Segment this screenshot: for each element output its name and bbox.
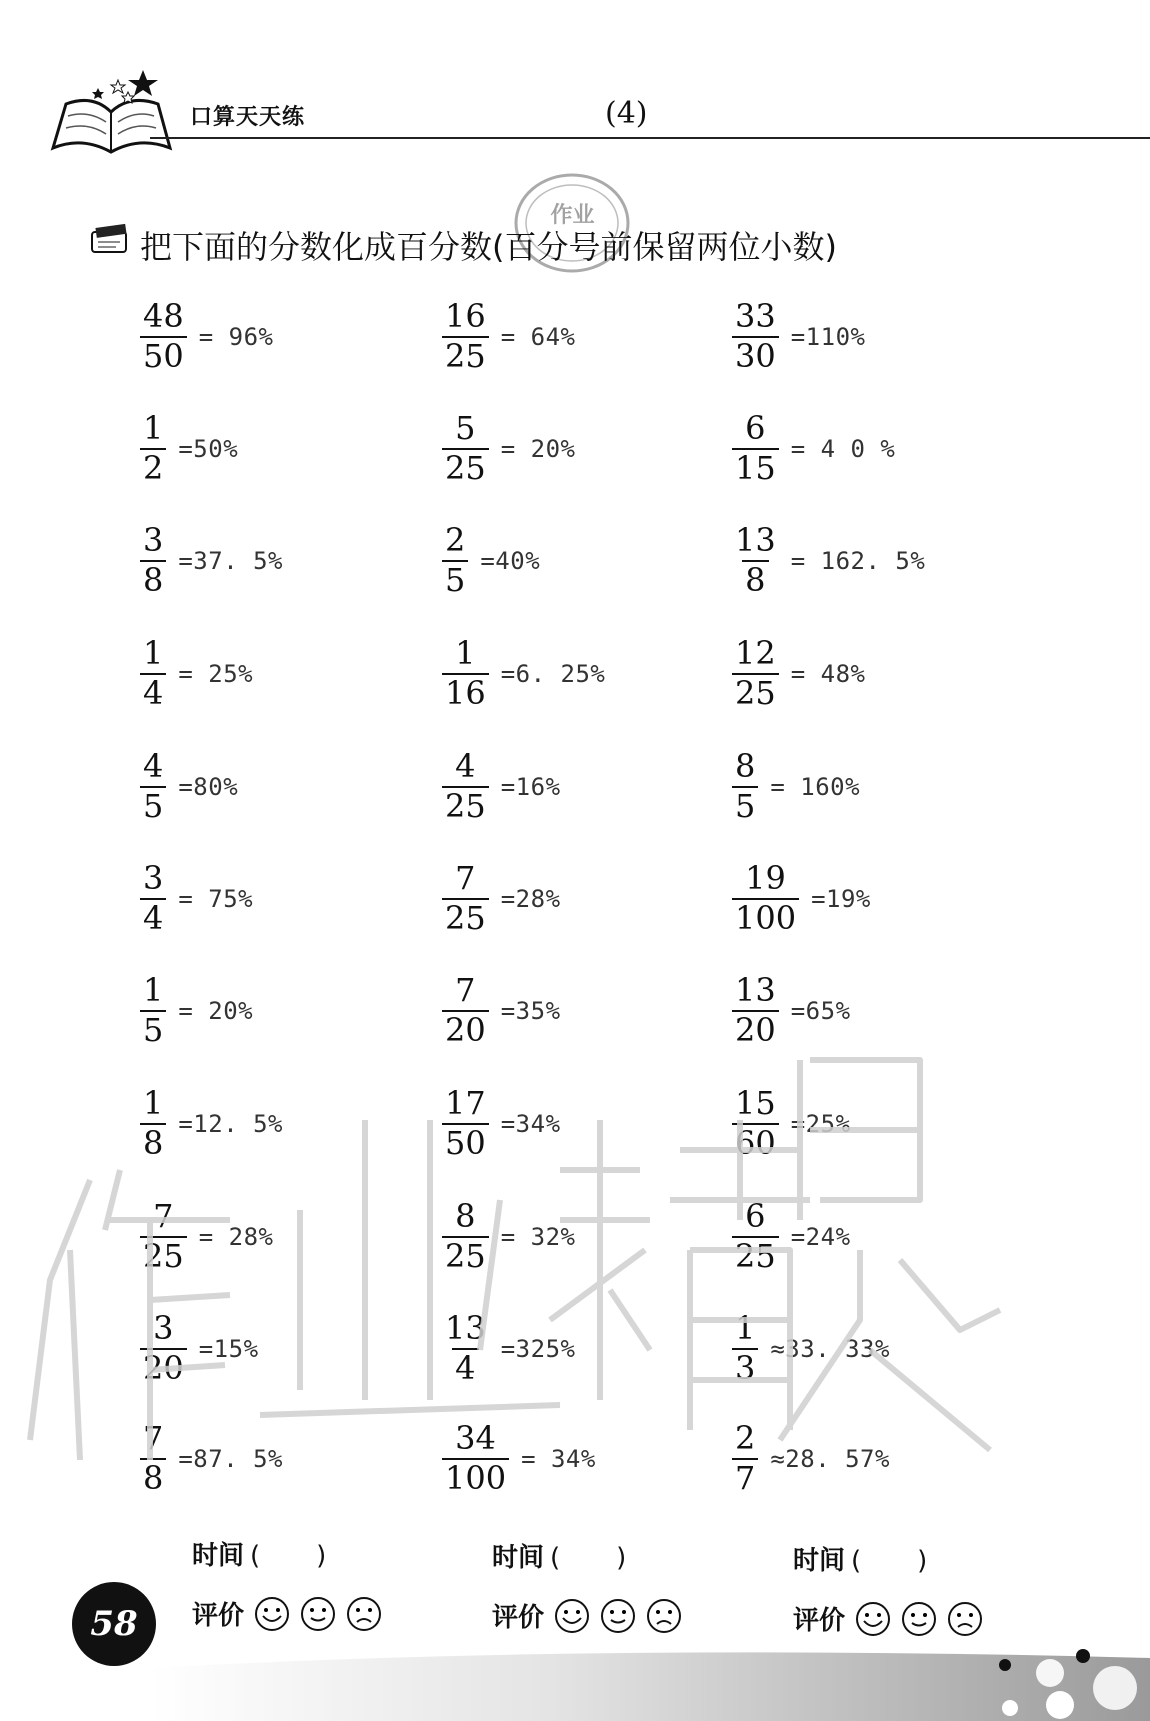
time-label: 时间 — [793, 1546, 846, 1576]
exercise-number: (4) — [605, 96, 648, 131]
fraction — [140, 1420, 166, 1498]
handwritten-answer[interactable]: = 32% — [500, 1222, 576, 1251]
fraction — [140, 522, 166, 600]
handwritten-answer[interactable]: =40% — [480, 546, 541, 575]
fraction-problem — [140, 1198, 273, 1276]
fraction — [140, 1198, 187, 1276]
fraction-numerator: 5 — [455, 409, 476, 447]
fraction-numerator: 2 — [735, 1419, 756, 1457]
fraction — [732, 1085, 779, 1163]
smiley-face-icon[interactable] — [600, 1598, 636, 1634]
header-divider — [150, 137, 1150, 139]
fraction-numerator: 13 — [735, 521, 776, 559]
pencil-notebook-icon — [90, 222, 134, 256]
fraction-numerator: 17 — [445, 1084, 486, 1122]
fraction-numerator: 15 — [735, 1084, 776, 1122]
fraction-problem — [732, 298, 865, 376]
fraction-denominator: 8 — [140, 1123, 166, 1163]
fraction — [140, 635, 166, 713]
fraction-denominator: 20 — [732, 1010, 779, 1050]
fraction-denominator: 16 — [442, 673, 489, 713]
fraction — [732, 298, 779, 376]
fraction — [442, 635, 489, 713]
fraction-problem — [140, 1310, 259, 1388]
time-label: 时间 — [492, 1543, 545, 1573]
fraction-numerator: 1 — [143, 971, 164, 1009]
fraction-problem — [442, 1310, 575, 1388]
fraction-denominator: 5 — [140, 1010, 166, 1050]
fraction-denominator: 50 — [442, 1123, 489, 1163]
open-book-logo-icon — [48, 66, 178, 156]
handwritten-answer[interactable]: = 4 0 % — [790, 434, 896, 463]
fraction-denominator: 2 — [140, 448, 166, 488]
handwritten-answer[interactable]: = 25% — [178, 659, 254, 688]
handwritten-answer[interactable]: =12. 5% — [178, 1109, 284, 1138]
fraction-denominator: 30 — [732, 336, 779, 376]
fraction-denominator: 25 — [442, 786, 489, 826]
fraction — [732, 1420, 758, 1498]
time-record-3 — [793, 1540, 983, 1577]
fraction — [732, 972, 779, 1050]
evaluation-3 — [793, 1600, 983, 1637]
fraction-numerator: 1 — [143, 1084, 164, 1122]
fraction-denominator: 8 — [140, 560, 166, 600]
fraction-numerator: 7 — [153, 1197, 174, 1235]
fraction — [442, 522, 468, 600]
fraction-denominator: 25 — [442, 336, 489, 376]
smiley-face-icon[interactable] — [300, 1596, 336, 1632]
handwritten-answer[interactable]: = 20% — [178, 996, 254, 1025]
fraction — [442, 1198, 489, 1276]
fraction-problem — [442, 860, 561, 938]
fraction-denominator: 50 — [140, 336, 187, 376]
fraction-problem — [442, 1420, 596, 1498]
stamp-text: 作业 — [550, 203, 595, 228]
fraction — [140, 298, 187, 376]
page-number: 58 — [72, 1582, 156, 1666]
time-blank[interactable]: () — [550, 1543, 683, 1573]
handwritten-answer[interactable]: = 160% — [770, 772, 861, 801]
fraction-problem — [442, 972, 561, 1050]
handwritten-answer[interactable]: =6. 25% — [500, 659, 606, 688]
fraction-denominator: 25 — [442, 448, 489, 488]
fraction-problem — [140, 972, 253, 1050]
fraction-denominator: 5 — [732, 786, 758, 826]
time-blank[interactable]: () — [250, 1541, 383, 1571]
sad-face-icon[interactable] — [346, 1596, 382, 1632]
fraction-denominator: 15 — [732, 448, 779, 488]
fraction-denominator: 4 — [140, 898, 166, 938]
fraction-numerator: 3 — [143, 859, 164, 897]
handwritten-answer[interactable]: =110% — [790, 322, 866, 351]
fraction-numerator: 6 — [745, 1197, 766, 1235]
fraction-denominator: 20 — [442, 1010, 489, 1050]
fraction-numerator: 4 — [455, 747, 476, 785]
fraction — [442, 1085, 489, 1163]
fraction-numerator: 1 — [143, 634, 164, 672]
fraction-problem — [732, 860, 871, 938]
fraction-problem — [140, 410, 238, 488]
fraction-denominator: 5 — [140, 786, 166, 826]
handwritten-answer[interactable]: =19% — [811, 884, 871, 913]
fraction-problem — [140, 860, 253, 938]
fraction-problem — [732, 635, 865, 713]
handwritten-answer[interactable]: = 64% — [500, 322, 576, 351]
fraction — [442, 748, 489, 826]
smiley-face-icon[interactable] — [254, 1596, 290, 1632]
fraction-problem — [140, 298, 273, 376]
evaluation-label: 评价 — [793, 1606, 846, 1636]
fraction-problem — [442, 298, 575, 376]
fraction-numerator: 7 — [455, 971, 476, 1009]
smiley-face-icon[interactable] — [855, 1601, 891, 1637]
fraction-denominator: 60 — [732, 1123, 779, 1163]
handwritten-answer[interactable]: =28% — [500, 884, 561, 913]
fraction-denominator: 25 — [442, 1236, 489, 1276]
fraction — [140, 972, 166, 1050]
handwritten-answer[interactable]: = 48% — [790, 659, 866, 688]
handwritten-answer[interactable]: =35% — [500, 996, 561, 1025]
sad-face-icon[interactable] — [947, 1601, 983, 1637]
fraction-denominator: 100 — [732, 898, 799, 938]
fraction — [732, 410, 779, 488]
fraction-numerator: 12 — [735, 634, 776, 672]
fraction-numerator: 33 — [735, 297, 776, 335]
fraction-numerator: 6 — [745, 409, 766, 447]
time-record-1 — [192, 1535, 382, 1572]
fraction — [442, 1310, 489, 1388]
fraction — [442, 1420, 509, 1498]
fraction-problem — [732, 972, 851, 1050]
handwritten-answer[interactable]: =87. 5% — [178, 1444, 284, 1473]
fraction — [442, 298, 489, 376]
fraction-numerator: 13 — [735, 971, 776, 1009]
fraction-problem — [442, 522, 540, 600]
fraction-problem — [732, 410, 895, 488]
fraction-problem — [732, 1420, 890, 1498]
handwritten-answer[interactable]: =34% — [500, 1109, 561, 1138]
handwritten-answer[interactable]: = 96% — [198, 322, 274, 351]
smiley-face-icon[interactable] — [901, 1601, 937, 1637]
fraction-problem — [732, 1085, 851, 1163]
fraction-denominator: 25 — [442, 898, 489, 938]
handwritten-answer[interactable]: =50% — [178, 434, 239, 463]
fraction-numerator: 8 — [735, 747, 756, 785]
fraction — [140, 1085, 166, 1163]
fraction-numerator: 3 — [153, 1309, 174, 1347]
fraction-numerator: 34 — [455, 1419, 496, 1457]
fraction-denominator: 20 — [140, 1348, 187, 1388]
fraction-numerator: 1 — [735, 1309, 756, 1347]
fraction — [442, 410, 489, 488]
fraction — [732, 860, 799, 938]
handwritten-answer[interactable]: = 75% — [178, 884, 254, 913]
fraction-problem — [140, 635, 253, 713]
fraction-problem — [442, 1085, 561, 1163]
handwritten-answer[interactable]: ≈33. 33% — [770, 1334, 890, 1363]
fraction — [732, 522, 779, 600]
time-blank[interactable]: () — [851, 1546, 984, 1576]
smiley-face-icon[interactable] — [554, 1598, 590, 1634]
handwritten-answer[interactable]: =24% — [790, 1222, 851, 1251]
handwritten-answer[interactable]: = 162. 5% — [790, 546, 926, 575]
fraction-problem — [732, 522, 925, 600]
sad-face-icon[interactable] — [646, 1598, 682, 1634]
fraction-denominator: 7 — [732, 1458, 758, 1498]
handwritten-answer[interactable]: = 20% — [500, 434, 576, 463]
handwritten-answer[interactable]: =15% — [198, 1334, 259, 1363]
fraction-problem — [732, 1198, 851, 1276]
fraction-numerator: 4 — [143, 747, 164, 785]
handwritten-answer[interactable]: ≈28. 57% — [770, 1444, 890, 1473]
fraction-numerator: 3 — [143, 521, 164, 559]
fraction-problem — [442, 410, 575, 488]
fraction-denominator: 4 — [452, 1348, 478, 1388]
handwritten-answer[interactable]: =37. 5% — [178, 546, 284, 575]
fraction-numerator: 7 — [143, 1419, 164, 1457]
fraction-denominator: 3 — [732, 1348, 758, 1388]
footer-decoration — [0, 1648, 1150, 1721]
fraction-denominator: 100 — [442, 1458, 509, 1498]
evaluation-label: 评价 — [192, 1601, 245, 1631]
fraction-problem — [732, 1310, 890, 1388]
fraction-numerator: 13 — [445, 1309, 486, 1347]
time-record-2 — [492, 1537, 682, 1574]
fraction-denominator: 8 — [742, 560, 768, 600]
fraction — [732, 635, 779, 713]
fraction-problem — [442, 635, 605, 713]
handwritten-answer[interactable]: =16% — [500, 772, 561, 801]
fraction-numerator: 48 — [143, 297, 184, 335]
fraction-denominator: 25 — [732, 673, 779, 713]
fraction-numerator: 2 — [445, 521, 466, 559]
fraction-numerator: 16 — [445, 297, 486, 335]
fraction-problem — [140, 522, 283, 600]
fraction — [732, 1198, 779, 1276]
fraction — [140, 410, 166, 488]
fraction-problem — [140, 1420, 283, 1498]
handwritten-answer[interactable]: =65% — [790, 996, 851, 1025]
handwritten-answer[interactable]: = 34% — [521, 1444, 596, 1473]
fraction-problem — [442, 748, 561, 826]
fraction-denominator: 8 — [140, 1458, 166, 1498]
evaluation-label: 评价 — [492, 1603, 545, 1633]
fraction-denominator: 25 — [732, 1236, 779, 1276]
book-title: 口算天天练 — [190, 105, 306, 130]
fraction-problem — [140, 1085, 283, 1163]
fraction — [732, 748, 758, 826]
fraction — [140, 1310, 187, 1388]
instruction-text: 把下面的分数化成百分数(百分号前保留两位小数) — [140, 228, 837, 266]
fraction — [442, 972, 489, 1050]
fraction-numerator: 1 — [143, 409, 164, 447]
fraction-denominator: 4 — [140, 673, 166, 713]
handwritten-answer[interactable]: =80% — [178, 772, 239, 801]
fraction-denominator: 5 — [442, 560, 468, 600]
fraction-numerator: 19 — [745, 859, 786, 897]
fraction-problem — [732, 748, 860, 826]
fraction-numerator: 7 — [455, 859, 476, 897]
handwritten-answer[interactable]: =325% — [500, 1334, 576, 1363]
evaluation-2 — [492, 1597, 682, 1634]
fraction-problem — [442, 1198, 575, 1276]
fraction — [442, 860, 489, 938]
fraction-numerator: 8 — [455, 1197, 476, 1235]
fraction-problem — [140, 748, 238, 826]
fraction-numerator: 1 — [455, 634, 476, 672]
fraction — [140, 748, 166, 826]
handwritten-answer[interactable]: =25% — [790, 1109, 851, 1138]
time-label: 时间 — [192, 1541, 245, 1571]
fraction-denominator: 25 — [140, 1236, 187, 1276]
handwritten-answer[interactable]: = 28% — [198, 1222, 274, 1251]
fraction — [140, 860, 166, 938]
fraction — [732, 1310, 758, 1388]
evaluation-1 — [192, 1595, 382, 1632]
